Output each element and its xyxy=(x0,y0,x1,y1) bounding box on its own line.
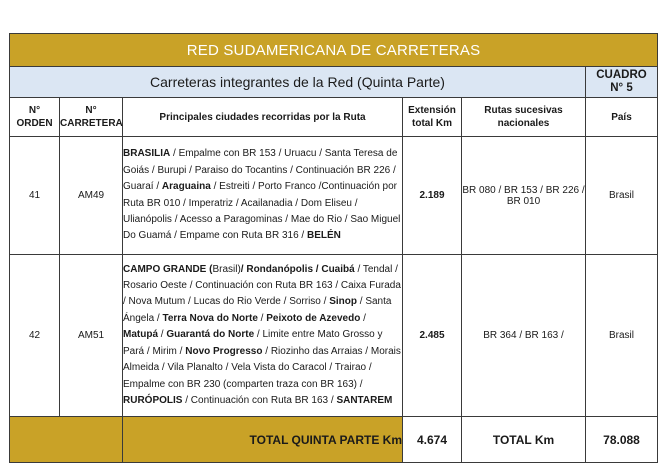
column-header-ciudades: Principales ciudades recorridas por la Ruta xyxy=(123,98,403,137)
cuadro-line-1: CUADRO xyxy=(596,69,647,81)
city-text: / xyxy=(257,312,267,324)
city-text: / xyxy=(360,312,366,324)
city-name-bold: BELÉN xyxy=(306,230,341,242)
city-name-bold: Peixoto de Azevedo xyxy=(266,312,361,324)
row-extension: 2.189 xyxy=(403,137,462,255)
row-rutas: BR 080 / BR 153 / BR 226 / BR 010 xyxy=(462,137,586,255)
city-name-bold: BRASILIA xyxy=(123,148,171,160)
city-name-bold: RURÓPOLIS xyxy=(123,394,183,406)
city-text: Brasil) xyxy=(212,263,241,275)
total-km-value: 78.088 xyxy=(586,417,658,463)
city-name-bold: / Rondanópolis / Cuaibá xyxy=(240,263,355,275)
cuadro-line-2: N° 5 xyxy=(610,82,633,94)
row-carretera: AM49 xyxy=(60,137,123,255)
row-carretera: AM51 xyxy=(60,255,123,417)
city-text: / Riozinho das Arraias / Morais Almeida / Vila Planalto / Vela Vista do Caracol / Trairao / Empalme con BR 230 (comparten traza con BR 163) / xyxy=(123,345,401,390)
road-network-table xyxy=(9,33,658,463)
column-header-pais: País xyxy=(586,98,658,137)
table-subtitle: Carreteras integrantes de la Red (Quinta Parte) xyxy=(10,67,586,98)
table-row xyxy=(10,137,658,255)
cuadro-label xyxy=(586,67,658,98)
city-text: / Estreiti / Porto Franco /Continuación por Ruta BR 010 / Imperatriz / Acailanadia / Dom Eliseu / Ulianópolis / Acesso a Paragominas / Mae do Rio / Sao Miguel Do Guamá / Empame con Ruta BR 316 / xyxy=(123,181,401,242)
table-row xyxy=(10,255,658,417)
city-name-bold: Terra Nova do Norte xyxy=(162,312,258,324)
city-name-bold: CAMPO GRANDE ( xyxy=(123,263,213,275)
city-text: / xyxy=(158,329,167,341)
city-name-bold: SANTAREM xyxy=(336,394,393,406)
city-text: / Santa Ángela / xyxy=(123,296,392,324)
city-text: / Limite entre Mato Grosso y Pará / Mirim / xyxy=(123,329,383,357)
city-name-bold: Matupá xyxy=(123,329,158,341)
city-name-bold: Araguaina xyxy=(161,181,211,193)
city-name-bold: Novo Progresso xyxy=(185,345,263,357)
row-cities xyxy=(123,137,403,255)
city-name-bold: Sinop xyxy=(329,296,357,308)
row-cities xyxy=(123,255,403,417)
row-orden: 42 xyxy=(10,255,60,417)
total-filler xyxy=(10,417,123,463)
city-text: / Continuación con Ruta BR 163 / xyxy=(182,394,337,406)
total-quinta-label: TOTAL QUINTA PARTE Km xyxy=(123,417,403,463)
city-text: / Tendal / Rosario Oeste / Continuación con Ruta BR 163 / Caixa Furada / Nova Mutum / Lucas do Rio Verde / Sorriso / xyxy=(123,263,401,308)
column-header-rutas: Rutas sucesivas nacionales xyxy=(462,98,586,137)
column-header-orden: N° ORDEN xyxy=(10,98,60,137)
total-km-label: TOTAL Km xyxy=(462,417,586,463)
column-header-extension: Extensión total Km xyxy=(403,98,462,137)
row-pais: Brasil xyxy=(586,255,658,417)
row-orden: 41 xyxy=(10,137,60,255)
row-rutas: BR 364 / BR 163 / xyxy=(462,255,586,417)
table-title: RED SUDAMERICANA DE CARRETERAS xyxy=(10,34,658,67)
city-name-bold: Guarantá do Norte xyxy=(166,329,255,341)
row-extension: 2.485 xyxy=(403,255,462,417)
column-header-carretera: N° CARRETERA xyxy=(60,98,123,137)
city-text: / Empalme con BR 153 / Uruacu / Santa Teresa de Goiás / Burupi / Paraiso do Tocantins / Continuación BR 226 / Guaraí / xyxy=(123,148,398,193)
row-pais: Brasil xyxy=(586,137,658,255)
total-quinta-value: 4.674 xyxy=(403,417,462,463)
